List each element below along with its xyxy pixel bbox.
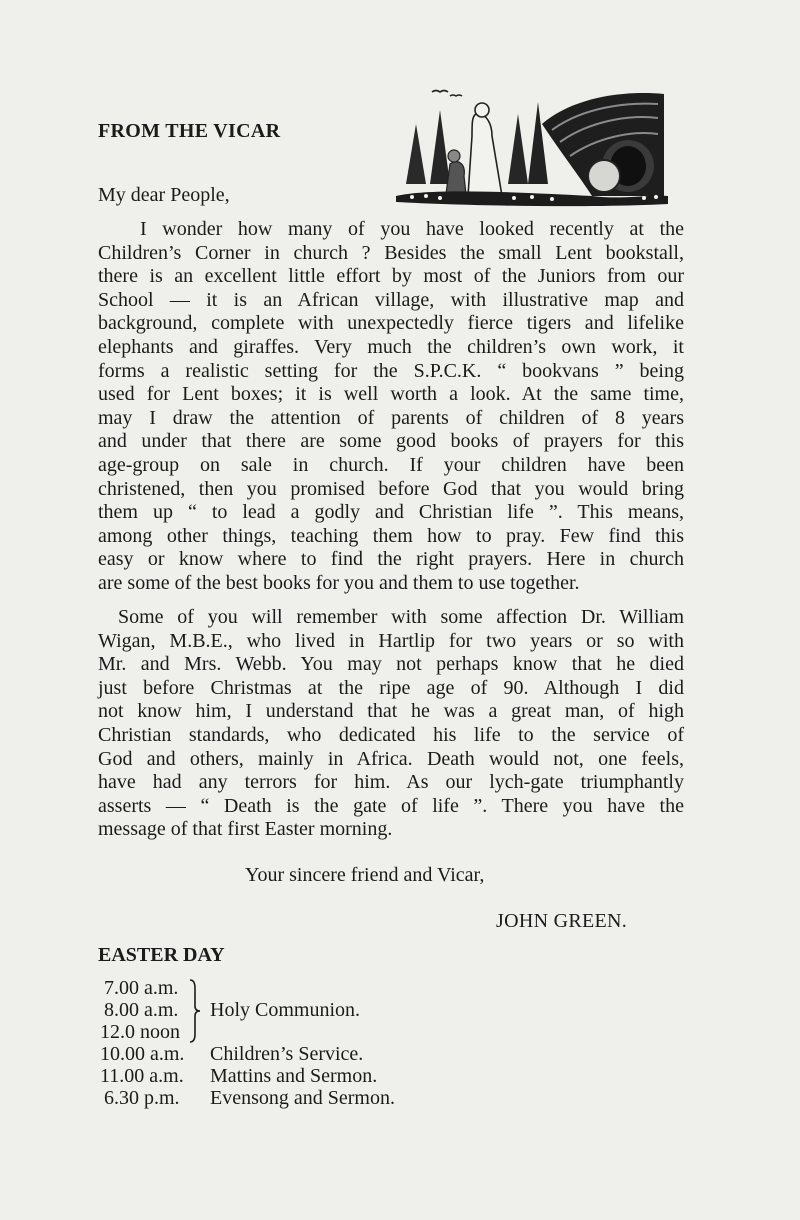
paragraph-dr-wigan	[98, 606, 684, 842]
text-line: used for Lent boxes; it is well worth a look. At the same time,	[98, 383, 684, 406]
schedule-event: Children’s Service.	[210, 1043, 364, 1065]
easter-day-heading: EASTER DAY	[98, 944, 225, 966]
text-line: not know him, I understand that he was a great man, of high	[98, 700, 684, 723]
text-line: Wigan, M.B.E., who lived in Hartlip for two years or so with	[98, 629, 684, 652]
schedule-event: Mattins and Sermon.	[210, 1065, 378, 1087]
signature: JOHN GREEN.	[496, 910, 628, 932]
easter-garden-tomb-illustration-icon	[392, 84, 670, 210]
text-line: Children’s Corner in church ? Besides the small Lent bookstall,	[98, 241, 684, 264]
salutation: My dear People,	[98, 184, 230, 206]
schedule-time: 8.00 a.m.	[104, 999, 179, 1021]
holy-communion-label: Holy Communion.	[210, 999, 361, 1021]
text-line: easy or know where to find the right prayers. Here in church	[98, 548, 684, 571]
text-line: christened, then you promised before God that you would bring	[98, 477, 684, 500]
text-line: may I draw the attention of parents of children of 8 years	[98, 406, 684, 429]
page-heading: FROM THE VICAR	[98, 120, 281, 142]
schedule-event: Evensong and Sermon.	[210, 1087, 395, 1109]
text-line: them up “ to lead a godly and Christian life ”. This means,	[98, 501, 684, 524]
text-line: Some of you will remember with some affection Dr. William	[118, 606, 684, 628]
text-line: Mr. and Mrs. Webb. You may not perhaps know that he died	[98, 653, 684, 676]
schedule-time: 10.00 a.m.	[100, 1043, 185, 1065]
text-line: are some of the best books for you and them to use together.	[98, 571, 580, 594]
text-line: School — it is an African village, with illustrative map and	[98, 288, 684, 311]
text-line: I wonder how many of you have looked recently at the	[140, 218, 684, 240]
text-line: forms a realistic setting for the S.P.C.K. “ bookvans ” being	[98, 359, 684, 382]
text-line: elephants and giraffes. Very much the children’s own work, it	[98, 335, 684, 358]
text-line: Christian standards, who dedicated his life to the service of	[98, 723, 684, 746]
text-line: message of that first Easter morning.	[98, 818, 393, 841]
schedule-time: 6.30 p.m.	[104, 1087, 180, 1109]
text-line: have had any terrors for him. As our lych-gate triumphantly	[98, 771, 684, 794]
text-line: background, complete with unexpectedly fierce tigers and lifelike	[98, 312, 684, 335]
text-line: there is an excellent little effort by most of the Juniors from our	[98, 265, 684, 288]
text-line: just before Christmas at the ripe age of 90. Although I did	[98, 676, 684, 699]
paragraph-children-corner	[98, 218, 684, 596]
schedule-time: 7.00 a.m.	[104, 977, 179, 999]
text-line: asserts — “ Death is the gate of life ”. There you have the	[98, 794, 684, 817]
right-brace-icon	[188, 978, 202, 1044]
schedule-time: 12.0 noon	[100, 1021, 180, 1043]
closing-line: Your sincere friend and Vicar,	[245, 864, 485, 886]
text-line: and under that there are some good books of prayers for this	[98, 430, 684, 453]
text-line: God and others, mainly in Africa. Death would not, one feels,	[98, 747, 684, 770]
text-line: among other things, teaching them how to pray. Few find this	[98, 524, 684, 547]
schedule-time: 11.00 a.m.	[100, 1065, 184, 1087]
text-line: age-group on sale in church. If your children have been	[98, 453, 684, 476]
